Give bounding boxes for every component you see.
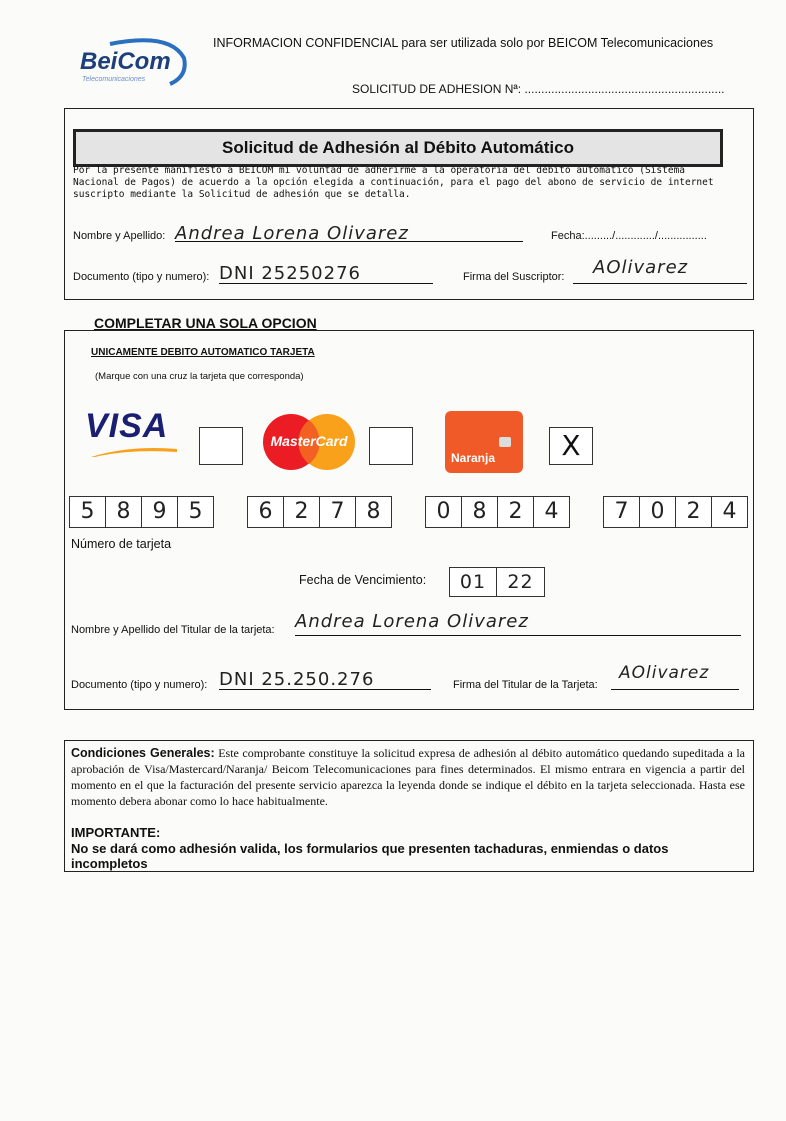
card-number-group-3[interactable]: [425, 496, 570, 528]
naranja-checkbox[interactable]: [549, 427, 593, 465]
card-digit: 4: [544, 499, 559, 524]
section-title: Solicitud de Adhesión al Débito Automático: [222, 138, 574, 157]
visa-swoosh-icon: [89, 445, 179, 459]
intro-text: Por la presente manifiesto a BEICOM mi voluntad de adherirme a la operatoria del débito automático (Sistema Nacional de Pagos) de acuerdo a la opción elegida a continuación, para el pago del abono de servicio de internet suscripto mediante la Solicitud de adhesión que se detalla.: [73, 165, 714, 200]
card-digit: 8: [462, 497, 498, 527]
vencimiento-field[interactable]: [449, 567, 545, 597]
vencimiento-month: 01: [450, 568, 497, 596]
conditions-title: Condiciones Generales:: [71, 746, 215, 760]
section-title-bar: [73, 129, 723, 167]
mastercard-checkbox[interactable]: [369, 427, 413, 465]
section2-heading: COMPLETAR UNA SOLA OPCION: [94, 315, 317, 331]
documento-field[interactable]: [219, 263, 433, 284]
card-digit: 9: [142, 497, 178, 527]
titular-documento-label: Documento (tipo y numero):: [71, 679, 208, 691]
nombre-label: Nombre y Apellido:: [73, 230, 166, 242]
card-digit: 6: [248, 497, 284, 527]
card-number-label: Número de tarjeta: [71, 537, 172, 551]
naranja-check-mark: X: [561, 429, 581, 462]
firma-titular-label: Firma del Titular de la Tarjeta:: [453, 679, 598, 691]
section-tarjeta: [64, 330, 754, 710]
card-digit: 7: [604, 497, 640, 527]
logo-tagline: Telecomunicaciones: [82, 76, 146, 83]
titular-documento-value: DNI 25.250.276: [219, 669, 375, 690]
titular-label: Nombre y Apellido del Titular de la tarjeta:: [71, 624, 275, 636]
card-digit: 0: [640, 497, 676, 527]
card-digit: 4: [722, 499, 737, 524]
beicom-logo: [70, 36, 190, 88]
card-digit: 2: [498, 497, 534, 527]
card-digit: 0: [426, 497, 462, 527]
conditions-text: Este comprobante constituye la solicitud expresa de adhesión al débito automático quedando supeditada a la aprobación de Visa/Mastercard/Naranja/ Beicom Telecomunicaciones para fines determinados. El mismo entrara en vigencia a partir del momento en el que la facturación del presente servicio aparezca la leyenda donde se indique el débito en la tarjeta seleccionada. Hasta ese momento debera abonar como lo hace habitualmente.: [71, 746, 746, 808]
titular-documento-field[interactable]: [219, 669, 431, 690]
visa-checkbox[interactable]: [199, 427, 243, 465]
solicitud-number-label: SOLICITUD DE ADHESION Nª: ............................................................: [352, 82, 725, 96]
card-digit: 2: [284, 497, 320, 527]
card-digit: 5: [188, 499, 203, 524]
visa-logo: [85, 407, 177, 459]
card-digit: 8: [106, 497, 142, 527]
mastercard-logo: [261, 413, 357, 471]
firma-titular-field[interactable]: [611, 663, 739, 690]
logo-name: BeiCom: [80, 48, 171, 75]
firma-titular-signature: AOlivarez: [619, 663, 710, 683]
card-digit: 2: [676, 497, 712, 527]
vencimiento-label: Fecha de Vencimiento:: [299, 573, 427, 587]
section-adhesion: [64, 108, 754, 300]
confidential-notice: INFORMACION CONFIDENCIAL para ser utilizada solo por BEICOM Telecomunicaciones: [213, 36, 714, 50]
fecha-label: Fecha:........./............./................: [551, 230, 707, 242]
naranja-chip-icon: [499, 437, 511, 447]
titular-field[interactable]: [295, 611, 741, 636]
mastercard-wordmark: MasterCard: [270, 433, 348, 449]
important-title: IMPORTANTE:: [71, 825, 161, 840]
naranja-wordmark: Naranja: [451, 451, 496, 465]
documento-value: DNI 25250276: [219, 263, 361, 284]
section2-subheading: UNICAMENTE DEBITO AUTOMATICO TARJETA: [91, 347, 315, 358]
card-number-group-2[interactable]: [247, 496, 392, 528]
vencimiento-year: 22: [507, 571, 534, 593]
card-digit: 5: [70, 497, 106, 527]
firma-suscriptor-label: Firma del Suscriptor:: [463, 271, 565, 283]
conditions-text-block: [71, 745, 745, 809]
section2-instruction: (Marque con una cruz la tarjeta que corresponda): [95, 371, 304, 382]
important-text: No se dará como adhesión valida, los formularios que presenten tachaduras, enmiendas o datos incompletos: [71, 841, 669, 871]
visa-wordmark: VISA: [85, 407, 169, 445]
naranja-card-logo: [445, 411, 523, 473]
firma-suscriptor-field[interactable]: [573, 257, 747, 284]
card-number-group-4[interactable]: [603, 496, 748, 528]
titular-value: Andrea Lorena Olivarez: [295, 611, 529, 632]
firma-suscriptor-signature: AOlivarez: [593, 257, 689, 278]
card-number-group-1[interactable]: [69, 496, 214, 528]
card-digit: 7: [320, 497, 356, 527]
nombre-value: Andrea Lorena Olivarez: [175, 223, 409, 244]
nombre-field[interactable]: [175, 223, 523, 242]
card-digit: 8: [366, 499, 381, 524]
documento-label: Documento (tipo y numero):: [73, 271, 210, 283]
conditions-box: [64, 740, 754, 872]
